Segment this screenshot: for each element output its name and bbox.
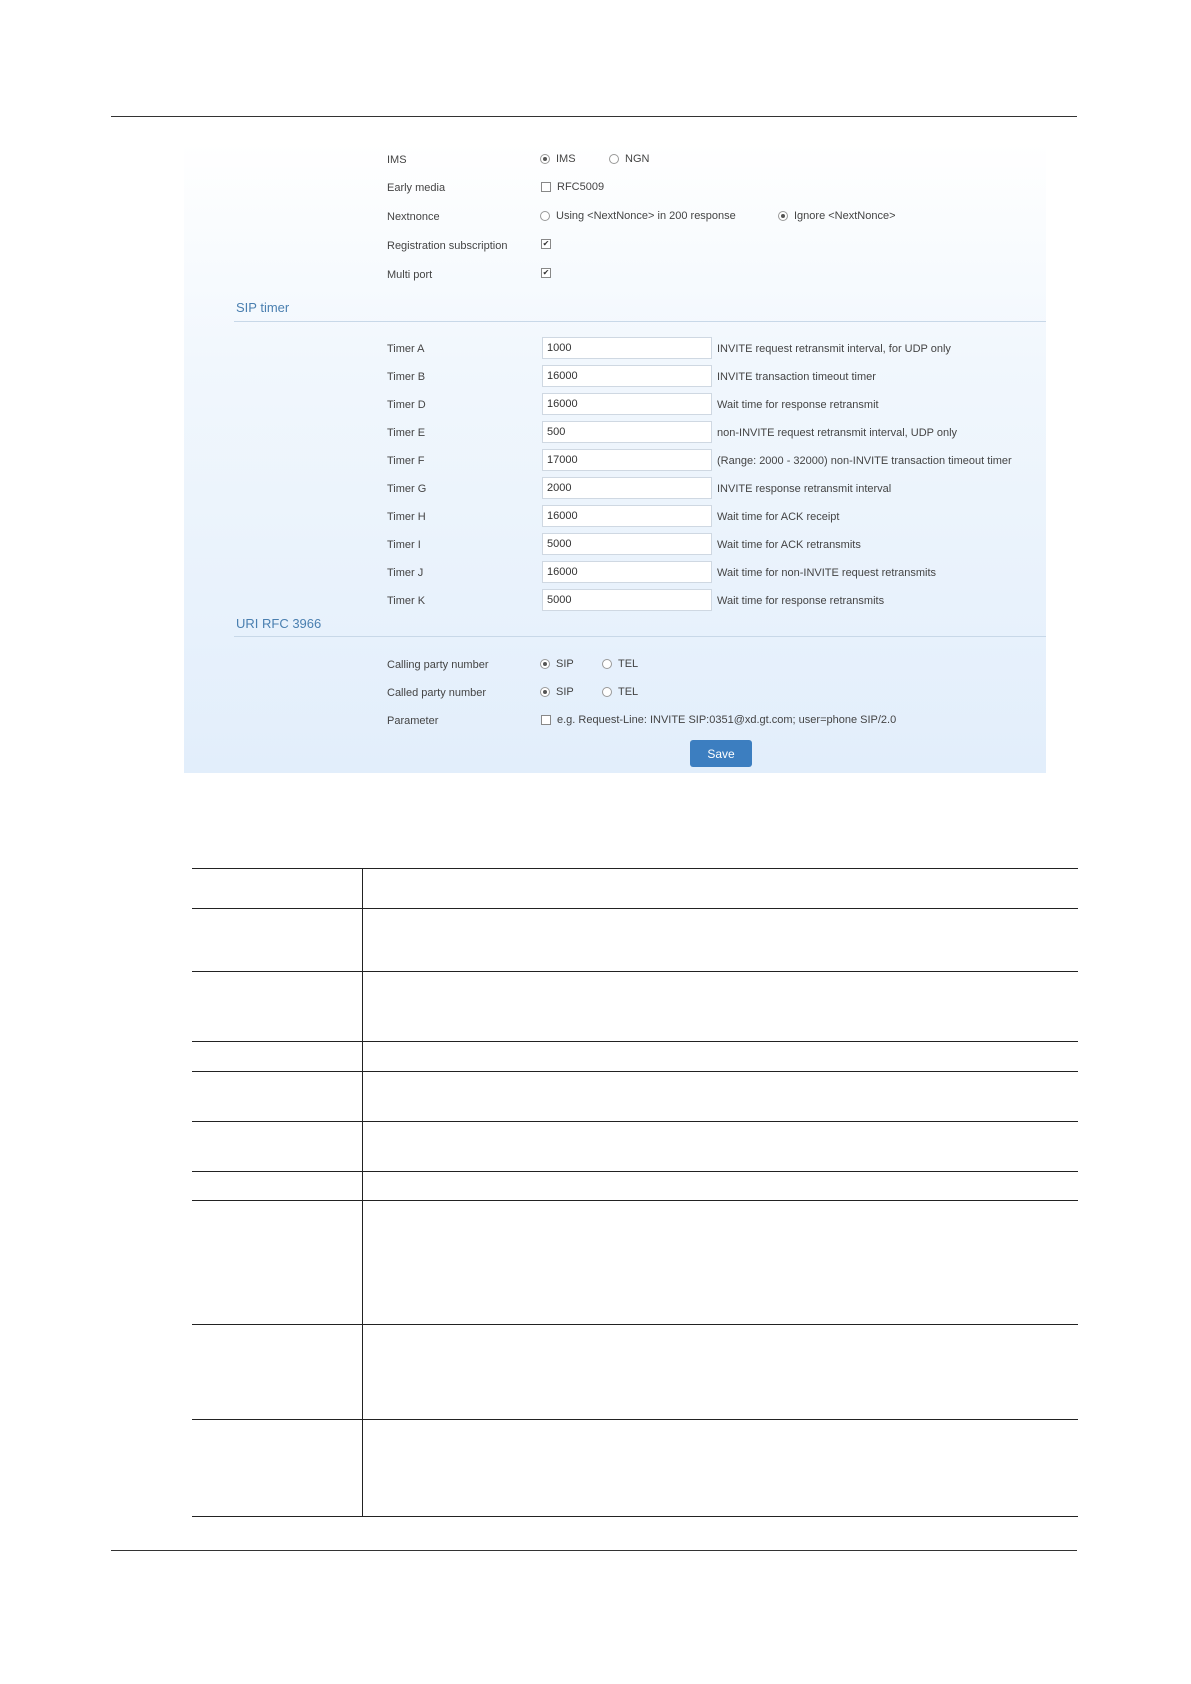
table-rule	[192, 1419, 1078, 1420]
section-divider	[234, 321, 1046, 322]
table-rule	[192, 1324, 1078, 1325]
timer-f-hint: (Range: 2000 - 32000) non-INVITE transaction timeout timer	[717, 455, 1012, 467]
section-divider	[234, 636, 1046, 637]
radio-icon	[540, 211, 550, 221]
timer-i-hint: Wait time for ACK retransmits	[717, 539, 861, 551]
timer-e-label: Timer E	[387, 427, 426, 439]
timer-j-hint: Wait time for non-INVITE request retransmits	[717, 567, 937, 579]
registration-subscription-checkbox[interactable]	[541, 239, 557, 249]
timer-a-label: Timer A	[387, 343, 425, 355]
radio-icon	[602, 687, 612, 697]
timer-b-input[interactable]	[542, 365, 712, 387]
ims-radio-ngn[interactable]: NGN	[609, 153, 649, 165]
radio-selected-icon	[540, 659, 550, 669]
parameter-checkbox[interactable]: e.g. Request-Line: INVITE SIP:0351@xd.gt.com; user=phone SIP/2.0	[541, 714, 896, 726]
early-media-label: Early media	[387, 182, 446, 194]
checkbox-icon	[541, 715, 551, 725]
timer-j-input[interactable]	[542, 561, 712, 583]
calling-radio-sip[interactable]: SIP	[540, 658, 574, 670]
radio-selected-icon	[778, 211, 788, 221]
table-rule	[192, 868, 1078, 869]
checkmark-icon: ✔	[542, 268, 550, 277]
timer-a-input[interactable]	[542, 337, 712, 359]
timer-d-label: Timer D	[387, 399, 426, 411]
table-column-divider	[362, 868, 363, 1517]
header-rule	[111, 116, 1077, 117]
registration-subscription-label: Registration subscription	[387, 240, 508, 252]
timer-i-label: Timer I	[387, 539, 421, 551]
radio-icon	[609, 154, 619, 164]
nextnonce-radio-ignore[interactable]: Ignore <NextNonce>	[778, 210, 896, 222]
timer-a-hint: INVITE request retransmit interval, for UDP only	[717, 343, 951, 355]
sip-timer-heading: SIP timer	[236, 300, 290, 315]
table-rule	[192, 1516, 1078, 1517]
timer-h-input[interactable]	[542, 505, 712, 527]
ims-label: IMS	[387, 154, 407, 166]
timer-d-hint: Wait time for response retransmit	[717, 399, 879, 411]
checkbox-icon	[541, 182, 551, 192]
timer-g-label: Timer G	[387, 483, 427, 495]
table-rule	[192, 1171, 1078, 1172]
called-party-label: Called party number	[387, 687, 487, 699]
table-rule	[192, 908, 1078, 909]
ims-radio-ims[interactable]: IMS	[540, 153, 576, 165]
timer-b-hint: INVITE transaction timeout timer	[717, 371, 876, 383]
timer-k-label: Timer K	[387, 595, 426, 607]
sip-settings-panel	[184, 142, 1046, 773]
radio-icon	[602, 659, 612, 669]
called-radio-sip[interactable]: SIP	[540, 686, 574, 698]
calling-party-label: Calling party number	[387, 659, 489, 671]
timer-d-input[interactable]	[542, 393, 712, 415]
multi-port-checkbox[interactable]	[541, 268, 557, 278]
radio-selected-icon	[540, 687, 550, 697]
description-table	[192, 868, 1078, 1517]
radio-selected-icon	[540, 154, 550, 164]
uri-rfc-heading: URI RFC 3966	[236, 616, 322, 631]
timer-g-hint: INVITE response retransmit interval	[717, 483, 892, 495]
multi-port-label: Multi port	[387, 269, 433, 281]
save-button[interactable]: Save	[690, 740, 752, 767]
table-rule	[192, 1041, 1078, 1042]
called-radio-tel[interactable]: TEL	[602, 686, 638, 698]
timer-f-label: Timer F	[387, 455, 425, 467]
timer-h-label: Timer H	[387, 511, 426, 523]
timer-h-hint: Wait time for ACK receipt	[717, 511, 840, 523]
table-rule	[192, 1200, 1078, 1201]
timer-g-input[interactable]	[542, 477, 712, 499]
timer-b-label: Timer B	[387, 371, 426, 383]
timer-e-hint: non-INVITE request retransmit interval, UDP only	[717, 427, 958, 439]
checkmark-icon: ✔	[542, 239, 550, 248]
timer-j-label: Timer J	[387, 567, 424, 579]
timer-f-input[interactable]	[542, 449, 712, 471]
timer-i-input[interactable]	[542, 533, 712, 555]
footer-rule	[111, 1550, 1077, 1551]
table-rule	[192, 971, 1078, 972]
timer-k-hint: Wait time for response retransmits	[717, 595, 885, 607]
table-rule	[192, 1121, 1078, 1122]
nextnonce-radio-using[interactable]: Using <NextNonce> in 200 response	[540, 210, 736, 222]
timer-e-input[interactable]	[542, 421, 712, 443]
table-rule	[192, 1071, 1078, 1072]
timer-k-input[interactable]	[542, 589, 712, 611]
early-media-checkbox[interactable]: RFC5009	[541, 181, 604, 193]
nextnonce-label: Nextnonce	[387, 211, 440, 223]
calling-radio-tel[interactable]: TEL	[602, 658, 638, 670]
parameter-label: Parameter	[387, 715, 439, 727]
